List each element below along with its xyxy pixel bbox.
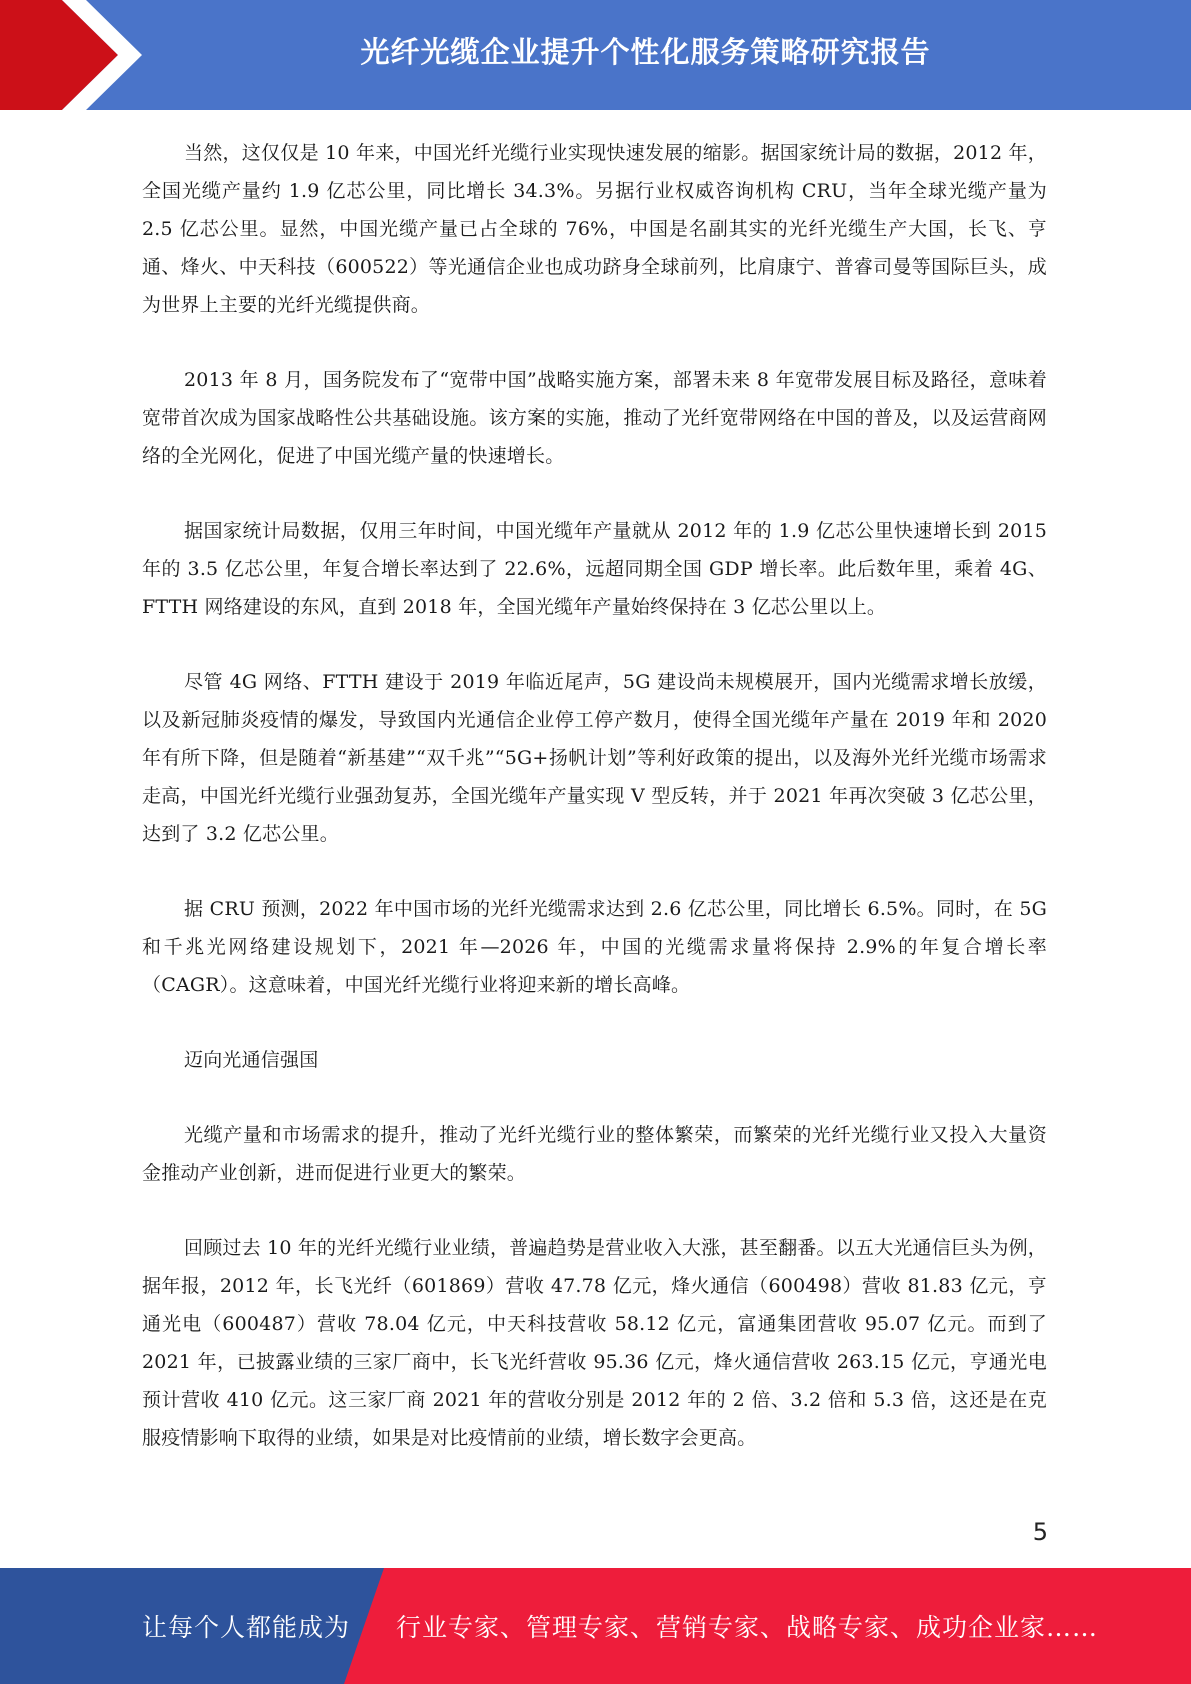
paragraph: 据国家统计局数据，仅用三年时间，中国光缆年产量就从 2012 年的 1.9 亿芯公里快速增长到 2015 年的 3.5 亿芯公里，年复合增长率达到了 22.6%，远超同期全国 GDP 增长率。此后数年里，乘着 4G、FTTH 网络建设的东风，直到 2018 年，全国光缆年产量始终保持在 3 亿芯公里以上。 xyxy=(142,520,1047,618)
footer-slogan-right: 行业专家、管理专家、营销专家、战略专家、成功企业家…… xyxy=(396,1613,1099,1642)
document-title: 光纤光缆企业提升个性化服务策略研究报告 xyxy=(360,34,931,69)
paragraph: 光缆产量和市场需求的提升，推动了光纤光缆行业的整体繁荣，而繁荣的光纤光缆行业又投入大量资金推动产业创新，进而促进行业更大的繁荣。 xyxy=(142,1124,1047,1184)
report-body xyxy=(142,134,1047,1494)
header-arrow-decoration xyxy=(0,0,160,110)
page-number: 5 xyxy=(1032,1518,1048,1546)
paragraph: 尽管 4G 网络、FTTH 建设于 2019 年临近尾声，5G 建设尚未规模展开，国内光缆需求增长放缓，以及新冠肺炎疫情的爆发，导致国内光通信企业停工停产数月，使得全国光缆年产量在 2019 年和 2020 年有所下降，但是随着“新基建”“双千兆”“5G+扬帆计划”等利好政策的提出，以及海外光纤光缆市场需求走高，中国光纤光缆行业强劲复苏，全国光缆年产量实现 V 型反转，并于 2021 年再次突破 3 亿芯公里，达到了 3.2 亿芯公里。 xyxy=(142,671,1047,845)
footer-slogan-left: 让每个人都能成为 xyxy=(142,1613,351,1642)
section-subheading: 迈向光通信强国 xyxy=(184,1049,319,1071)
paragraph: 回顾过去 10 年的光纤光缆行业业绩，普遍趋势是营业收入大涨，甚至翻番。以五大光通信巨头为例，据年报，2012 年，长飞光纤（601869）营收 47.78 亿元，烽火通信（600498）营收 81.83 亿元，亨通光电（600487）营收 78.04 亿元，中天科技营收 58.12 亿元，富通集团营收 95.07 亿元。而到了 2021 年，已披露业绩的三家厂商中，长飞光纤营收 95.36 亿元，烽火通信营收 263.15 亿元，亨通光电预计营收 410 亿元。这三家厂商 2021 年的营收分别是 2012 年的 2 倍、3.2 倍和 5.3 倍，这还是在克服疫情影响下取得的业绩，如果是对比疫情前的业绩，增长数字会更高。 xyxy=(142,1237,1047,1449)
page-header xyxy=(0,0,1191,110)
paragraph: 当然，这仅仅是 10 年来，中国光纤光缆行业实现快速发展的缩影。据国家统计局的数据，2012 年，全国光缆产量约 1.9 亿芯公里，同比增长 34.3%。另据行业权威咨询机构 CRU，当年全球光缆产量为 2.5 亿芯公里。显然，中国光缆产量已占全球的 76%，中国是名副其实的光纤光缆生产大国，长飞、亨通、烽火、中天科技（600522）等光通信企业也成功跻身全球前列，比肩康宁、普睿司曼等国际巨头，成为世界上主要的光纤光缆提供商。 xyxy=(142,142,1047,316)
page-footer xyxy=(0,1568,1191,1684)
paragraph: 据 CRU 预测，2022 年中国市场的光纤光缆需求达到 2.6 亿芯公里，同比增长 6.5%。同时，在 5G 和千兆光网络建设规划下，2021 年—2026 年，中国的光缆需求量将保持 2.9%的年复合增长率（CAGR）。这意味着，中国光纤光缆行业将迎来新的增长高峰。 xyxy=(142,898,1047,996)
paragraph: 2013 年 8 月，国务院发布了“宽带中国”战略实施方案，部署未来 8 年宽带发展目标及路径，意味着宽带首次成为国家战略性公共基础设施。该方案的实施，推动了光纤宽带网络在中国的普及，以及运营商网络的全光网化，促进了中国光缆产量的快速增长。 xyxy=(142,369,1047,467)
